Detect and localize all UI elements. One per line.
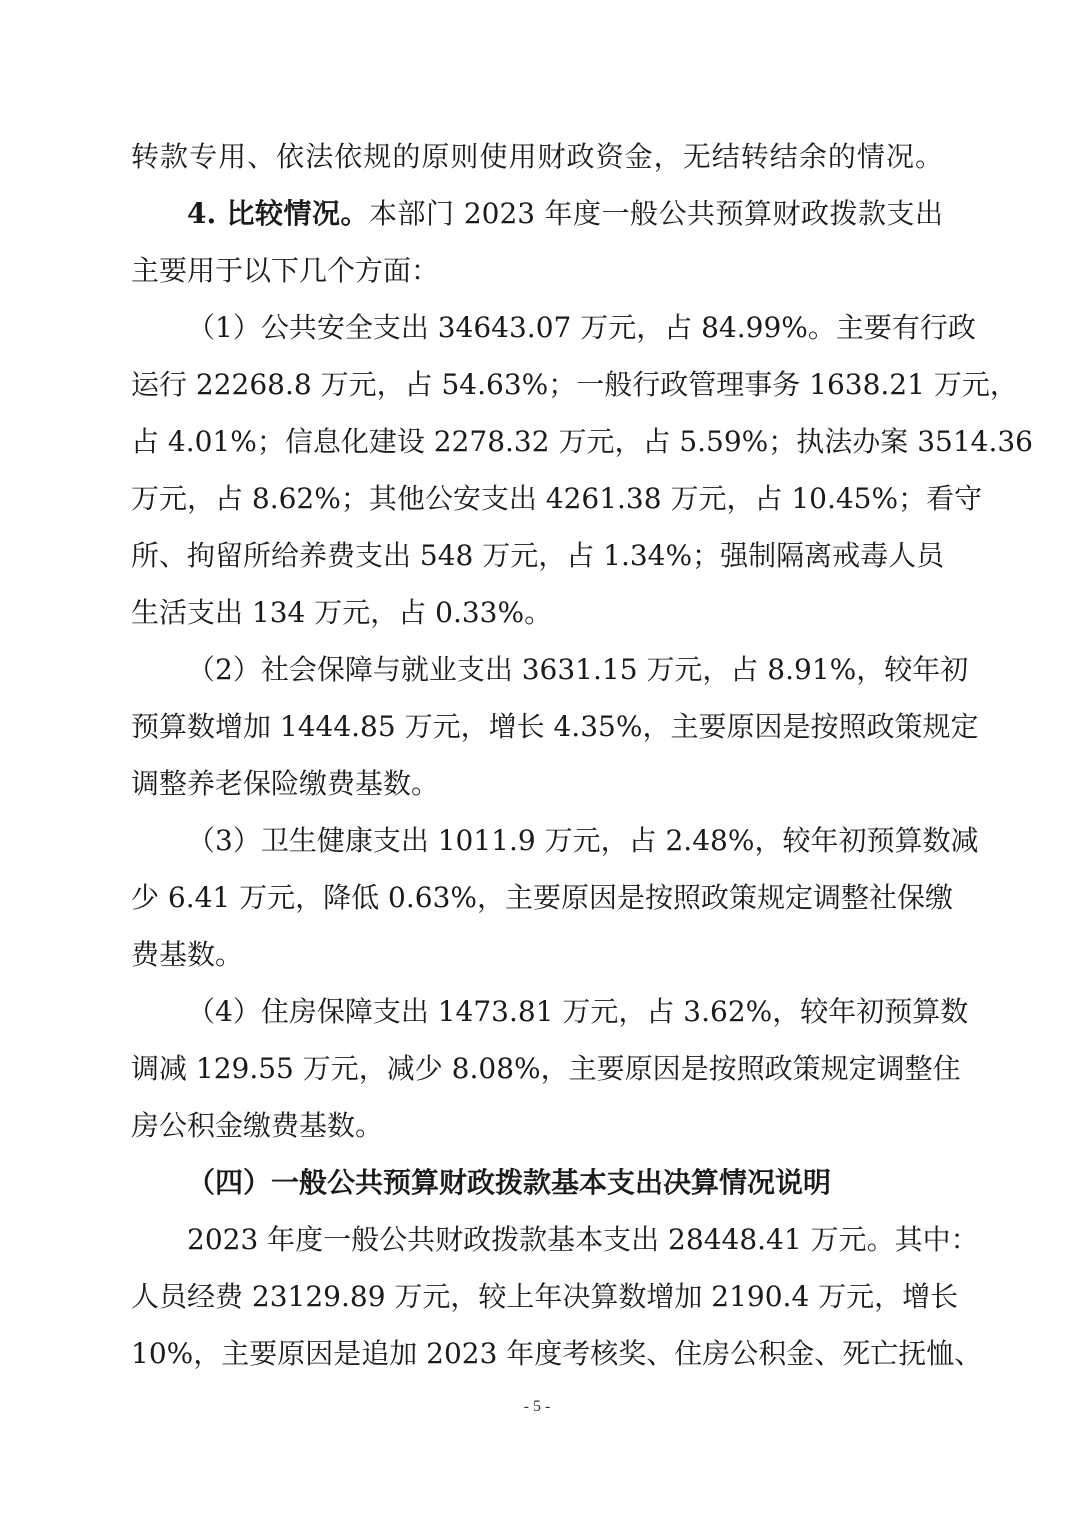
- text-line: 2023 年度一般公共财政拨款基本支出 28448.41 万元。其中：: [187, 1223, 979, 1256]
- text-line: （3）卫生健康支出 1011.9 万元，占 2.48%，较年初预算数减: [187, 824, 979, 857]
- text-line: 生活支出 134 万元，占 0.33%。: [131, 596, 553, 629]
- text-line: （4）住房保障支出 1473.81 万元，占 3.62%，较年初预算数: [187, 995, 969, 1028]
- page-number: - 5 -: [523, 1398, 551, 1415]
- section-label: 4. 比较情况。: [187, 197, 369, 230]
- text-line: （1）公共安全支出 34643.07 万元，占 84.99%。主要有行政: [187, 311, 976, 344]
- text-line: 人员经费 23129.89 万元，较上年决算数增加 2190.4 万元，增长: [131, 1280, 959, 1313]
- text-line: 10%，主要原因是追加 2023 年度考核奖、住房公积金、死亡抚恤、: [131, 1337, 983, 1370]
- document-body: [131, 128, 1033, 1382]
- text-line: 万元，占 8.62%；其他公安支出 4261.38 万元，占 10.45%；看守: [131, 482, 983, 515]
- text-line: 费基数。: [131, 938, 244, 971]
- text-line: （2）社会保障与就业支出 3631.15 万元，占 8.91%，较年初: [187, 653, 969, 686]
- text-line: 运行 22268.8 万元，占 54.63%；一般行政管理事务 1638.21 万元，: [131, 368, 1018, 401]
- text-line: 房公积金缴费基数。: [131, 1109, 384, 1142]
- text-line: 所、拘留所给养费支出 548 万元，占 1.34%；强制隔离戒毒人员: [131, 539, 945, 572]
- text-line: 少 6.41 万元，降低 0.63%，主要原因是按照政策规定调整社保缴: [131, 881, 953, 914]
- text-line: 主要用于以下几个方面：: [131, 254, 440, 287]
- text-run: 本部门 2023 年度一般公共预算财政拨款支出: [368, 197, 943, 230]
- text-line: 转款专用、依法依规的原则使用财政资金，无结转结余的情况。: [131, 140, 943, 173]
- text-line: [131, 185, 943, 242]
- text-line: 占 4.01%；信息化建设 2278.32 万元，占 5.59%；执法办案 3514.36: [131, 425, 1033, 458]
- section-heading: （四）一般公共预算财政拨款基本支出决算情况说明: [187, 1166, 832, 1199]
- text-line: 预算数增加 1444.85 万元，增长 4.35%，主要原因是按照政策规定: [131, 710, 979, 743]
- text-line: 调整养老保险缴费基数。: [131, 767, 440, 800]
- text-line: 调减 129.55 万元，减少 8.08%，主要原因是按照政策规定调整住: [131, 1052, 961, 1085]
